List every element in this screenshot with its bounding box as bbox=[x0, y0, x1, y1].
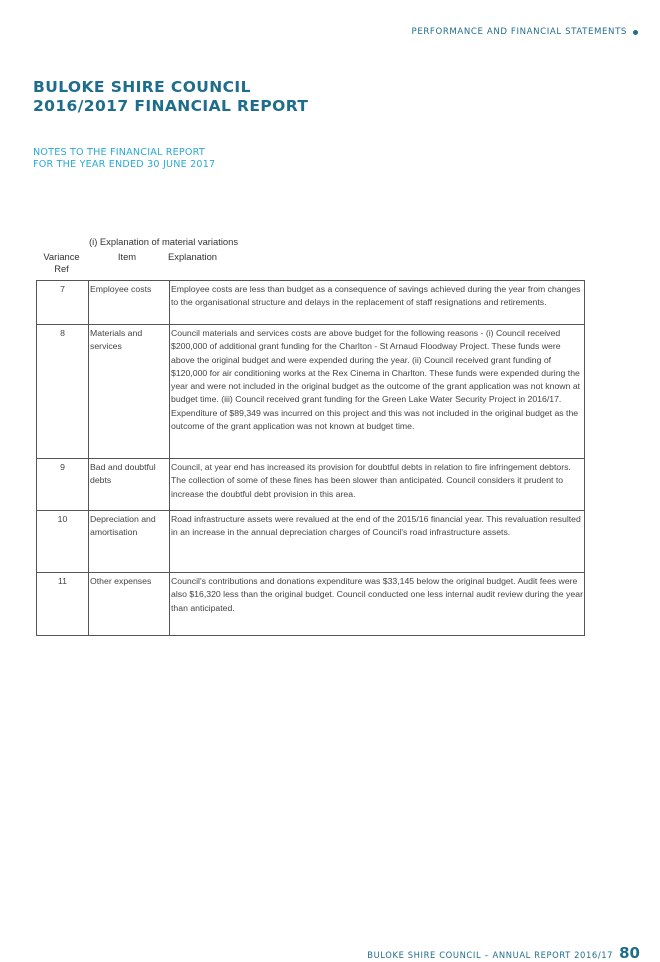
column-header-explanation: Explanation bbox=[168, 251, 217, 262]
row-ref: 8 bbox=[37, 325, 89, 459]
row-ref: 11 bbox=[37, 573, 89, 636]
row-item: Other expenses bbox=[89, 573, 170, 636]
column-header-item: Item bbox=[117, 251, 137, 262]
row-ref: 10 bbox=[37, 511, 89, 573]
page-footer bbox=[367, 944, 640, 962]
row-item: Depreciation and amortisation bbox=[89, 511, 170, 573]
row-explanation: Road infrastructure assets were revalued at the end of the 2015/16 financial year. This revaluation resulted in an increase in the annual depreciation charges of Council's road infrastructure assets. bbox=[170, 511, 585, 573]
row-explanation: Council, at year end has increased its provision for doubtful debts in relation to fire infringement debtors. The collection of some of these fines has been slower than anticipated. Council considers it prudent to increase the doubtful debt provision in this area. bbox=[170, 459, 585, 511]
table-row bbox=[37, 281, 585, 325]
notes-subtitle bbox=[33, 147, 215, 170]
notes-subtitle-line1: NOTES TO THE FINANCIAL REPORT bbox=[33, 147, 205, 158]
row-explanation: Council materials and services costs are above budget for the following reasons - (i) Council received $200,000 of additional grant funding for the Charlton - St Arnaud Floodway Project. These funds were above the original budget and were expended during the year. (ii) Council received grant funding of $120,000 for air conditioning works at the Rex Cinema in Charlton. These funds were expended during the year and were not included in the original budget as the outcome of the grant application was not known at budget time. (iii) Council received grant funding for the Green Lake Water Security Project in 2016/17. Expenditure of $89,349 was incurred on this project and this was not included in the original budget as the outcome of the grant application was not known at budget time. bbox=[170, 325, 585, 459]
row-item: Bad and doubtful debts bbox=[89, 459, 170, 511]
section-header bbox=[412, 27, 638, 37]
row-ref: 7 bbox=[37, 281, 89, 325]
section-header-label: PERFORMANCE AND FINANCIAL STATEMENTS bbox=[411, 27, 627, 37]
table-row bbox=[37, 325, 585, 459]
column-header-variance: Variance bbox=[43, 251, 80, 262]
row-item: Materials and services bbox=[89, 325, 170, 459]
variations-table bbox=[36, 280, 585, 636]
column-header-ref: Ref bbox=[54, 263, 69, 274]
table-row bbox=[37, 573, 585, 636]
row-explanation: Council's contributions and donations expenditure was $33,145 below the original budget. Audit fees were also $16,320 less than the original budget. Council conducted one less internal audit review during the year than anticipated. bbox=[170, 573, 585, 636]
variations-heading: (i) Explanation of material variations bbox=[89, 236, 239, 247]
row-item: Employee costs bbox=[89, 281, 170, 325]
report-title-line1: BULOKE SHIRE COUNCIL bbox=[33, 78, 251, 96]
report-title bbox=[33, 78, 308, 116]
row-ref: 9 bbox=[37, 459, 89, 511]
row-explanation: Employee costs are less than budget as a consequence of savings achieved during the year from changes to the organisational structure and delays in the replacement of staff resignations and retirements. bbox=[170, 281, 585, 325]
column-header-variance-ref bbox=[36, 251, 87, 275]
report-title-line2: 2016/2017 FINANCIAL REPORT bbox=[33, 97, 309, 115]
bullet-dot-icon bbox=[633, 30, 638, 35]
notes-subtitle-line2: FOR THE YEAR ENDED 30 JUNE 2017 bbox=[33, 158, 216, 170]
table-row bbox=[37, 459, 585, 511]
table-row bbox=[37, 511, 585, 573]
page-number: 80 bbox=[619, 944, 640, 962]
footer-text: BULOKE SHIRE COUNCIL – ANNUAL REPORT 2016/17 bbox=[367, 950, 614, 960]
